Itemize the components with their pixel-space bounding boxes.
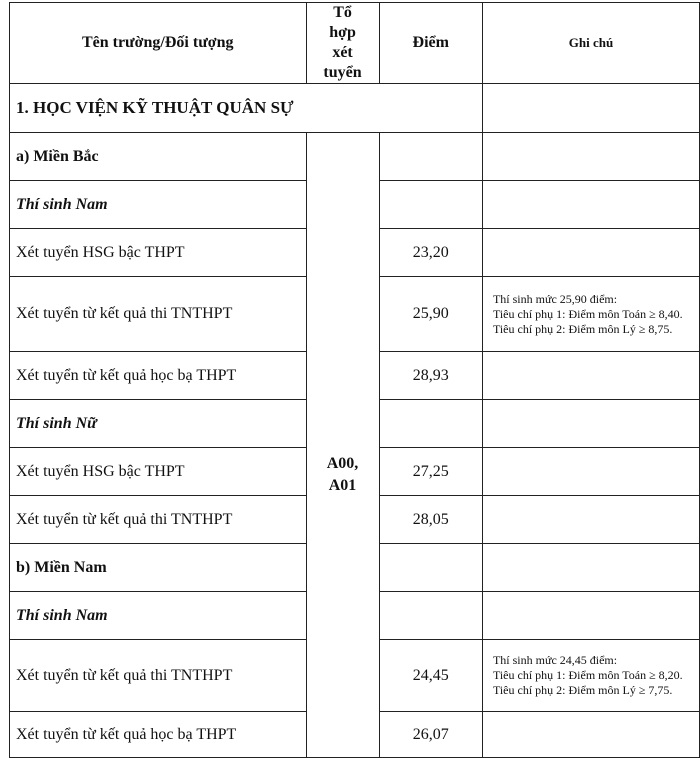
score-cell: 27,25	[379, 448, 482, 496]
combo-value: A00, A01	[326, 455, 359, 494]
combo-cell	[306, 133, 379, 758]
table-row	[10, 133, 700, 181]
note-line: Tiêu chí phụ 2: Điểm môn Lý ≥ 7,75.	[492, 683, 673, 697]
row-label: Xét tuyển từ kết quả thi TNTHPT	[10, 640, 307, 712]
note-cell	[482, 229, 699, 277]
header-score: Điểm	[379, 3, 482, 84]
row-label: Xét tuyển từ kết quả học bạ THPT	[10, 352, 307, 400]
note-cell	[482, 84, 699, 133]
score-cell: 23,20	[379, 229, 482, 277]
note-cell	[482, 544, 699, 592]
note-line: Thí sinh mức 25,90 điểm:	[492, 291, 618, 306]
header-name: Tên trường/Đối tượng	[10, 3, 307, 84]
region-label: a) Miền Bắc	[10, 133, 307, 181]
school-name: 1. HỌC VIỆN KỸ THUẬT QUÂN SỰ	[10, 84, 483, 133]
header-combo: Tổ hợp xét tuyển	[306, 3, 379, 84]
row-label: Xét tuyển HSG bậc THPT	[10, 448, 307, 496]
note-line: Tiêu chí phụ 1: Điểm môn Toán ≥ 8,20.	[492, 668, 683, 682]
note-cell	[482, 400, 699, 448]
note-line: Thí sinh mức 24,45 điểm:	[492, 653, 618, 667]
score-cell: 24,45	[379, 640, 482, 712]
group-label: Thí sinh Nam	[10, 592, 307, 640]
score-cell	[379, 544, 482, 592]
school-row	[10, 84, 700, 133]
score-cell	[379, 133, 482, 181]
note-cell	[482, 448, 699, 496]
score-cell	[379, 400, 482, 448]
note-cell	[482, 133, 699, 181]
note-cell	[482, 712, 699, 758]
note-cell	[482, 640, 699, 712]
note-cell	[482, 592, 699, 640]
group-label: Thí sinh Nữ	[10, 400, 307, 448]
note-cell	[482, 496, 699, 544]
admission-score-table	[9, 2, 700, 758]
note-cell	[482, 181, 699, 229]
header-row	[10, 3, 700, 84]
row-label: Xét tuyển từ kết quả thi TNTHPT	[10, 277, 307, 352]
note-cell	[482, 277, 699, 352]
header-note: Ghi chú	[482, 3, 699, 84]
note-cell	[482, 352, 699, 400]
row-label: Xét tuyển HSG bậc THPT	[10, 229, 307, 277]
score-cell: 26,07	[379, 712, 482, 758]
row-label: Xét tuyển từ kết quả thi TNTHPT	[10, 496, 307, 544]
score-cell	[379, 592, 482, 640]
score-cell: 28,05	[379, 496, 482, 544]
row-label: Xét tuyển từ kết quả học bạ THPT	[10, 712, 307, 758]
note-line: Tiêu chí phụ 2: Điểm môn Lý ≥ 8,75.	[492, 321, 673, 336]
score-cell	[379, 181, 482, 229]
score-cell: 25,90	[379, 277, 482, 352]
group-label: Thí sinh Nam	[10, 181, 307, 229]
region-label: b) Miền Nam	[10, 544, 307, 592]
note-line: Tiêu chí phụ 1: Điểm môn Toán ≥ 8,40.	[492, 306, 683, 321]
score-cell: 28,93	[379, 352, 482, 400]
